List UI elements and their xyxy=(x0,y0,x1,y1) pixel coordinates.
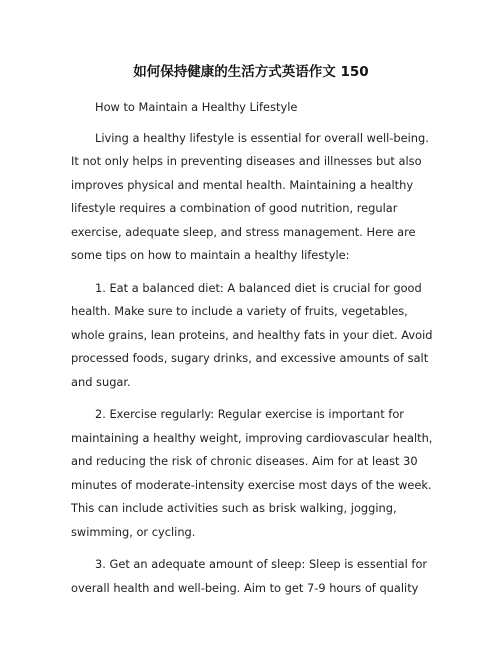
document-body xyxy=(71,96,433,609)
paragraph-tip-diet: 1. Eat a balanced diet: A balanced diet is crucial for good health. Make sure to include a variety of fruits, vegetables, whole grains, lean proteins, and healthy fats in your diet. Avoid processed foods, sugary drinks, and excessive amounts of salt and sugar. xyxy=(71,280,433,389)
essay-subtitle: How to Maintain a Healthy Lifestyle xyxy=(95,100,298,114)
document-title: 如何保持健康的生活方式英语作文 150 xyxy=(133,64,369,80)
paragraph-intro: Living a healthy lifestyle is essential for overall well-being. It not only helps in preventing diseases and illnesses but also improves physical and mental health. Maintaining a healthy lifestyle requires a combination of good nutrition, regular exercise, adequate sleep, and stress management. Here are some tips on how to maintain a healthy lifestyle: xyxy=(71,130,429,262)
paragraph-tip-exercise: 2. Exercise regularly: Regular exercise is important for maintaining a healthy weight, improving cardiovascular health, and reducing the risk of chronic diseases. Aim for at least 30 minutes of moderate-intensity exercise most days of the week. This can include activities such as brisk walking, jogging, swimming, or cycling. xyxy=(71,407,433,539)
paragraph-tip-sleep: 3. Get an adequate amount of sleep: Sleep is essential for overall health and well-being. Aim to get 7-9 hours of quality xyxy=(71,557,428,595)
